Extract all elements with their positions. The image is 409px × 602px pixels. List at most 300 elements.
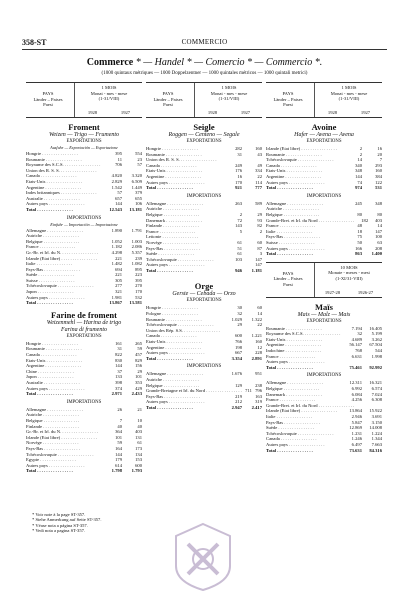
- country-name: Egypte . . . . . . . . . . . . . . . .: [26, 457, 76, 463]
- value-year-2: 589: [255, 200, 262, 206]
- value-year-2: 101: [135, 374, 142, 380]
- value-year-1: 711: [245, 388, 252, 394]
- country-name: Hongrie . . . . . . . . . . . . . . . .: [26, 340, 78, 346]
- country-name: Allemagne . . . . . . . . . . . . . . . .: [146, 371, 203, 377]
- total-row: [146, 185, 262, 191]
- value-year-2: 15.922: [369, 408, 382, 414]
- country-name: Autres pays . . . . . . . . . . . . . . . .: [26, 462, 85, 468]
- country-name: Total . . . . . . . . . . . . . . . .: [26, 391, 73, 397]
- value-year-1: 166: [355, 245, 362, 251]
- value-year-2: 160: [255, 146, 262, 151]
- value-year-2: 2: [259, 228, 262, 234]
- country-name: Tchécoslovaquie . . . . . . . . . . . . . . . .: [266, 157, 334, 163]
- value-year-2: 951: [255, 371, 262, 377]
- value-year-1: 37: [117, 368, 122, 374]
- value-year-1: 395: [115, 151, 122, 156]
- value-year-2: 22: [257, 322, 262, 328]
- value-year-2: 21: [137, 406, 142, 412]
- total-row: [146, 405, 262, 411]
- value-year-1: 12.543: [109, 206, 122, 212]
- value-year-2: 2.417: [251, 404, 262, 410]
- value-year-1: 31: [117, 346, 122, 352]
- country-name: Pays-Bas . . . . . . . . . . . . . . . .: [146, 393, 200, 399]
- value-year-2: 1.181: [251, 267, 262, 273]
- value-year-1: 1.246: [351, 436, 362, 442]
- value-year-1: 103: [235, 256, 242, 262]
- value-year-1: 14: [357, 157, 362, 163]
- country-name: Autres pays . . . . . . . . . . . . . . . .: [146, 350, 205, 356]
- value-year-2: 3.150: [371, 419, 382, 425]
- total-row: [26, 207, 142, 213]
- total-row: [146, 268, 262, 274]
- country-name: Australie . . . . . . . . . . . . . . . .: [26, 195, 80, 201]
- country-name: France . . . . . . . . . . . . . . . .: [266, 223, 316, 229]
- country-name: Pays-Bas . . . . . . . . . . . . . . . .: [26, 445, 80, 451]
- value-year-1: 667: [235, 350, 242, 356]
- value-year-1: 51: [237, 245, 242, 251]
- value-year-2: 60: [257, 305, 262, 311]
- total-row: [26, 300, 142, 306]
- value-year-2: 655: [135, 195, 142, 201]
- value-year-1: 1.676: [231, 371, 242, 377]
- value-year-2: 532: [135, 294, 142, 300]
- value-year-1: 282: [235, 146, 242, 151]
- value-year-2: 1.322: [251, 316, 262, 322]
- value-year-2: 57: [137, 162, 142, 168]
- value-year-1: 75: [357, 234, 362, 240]
- exports-table: [26, 151, 142, 213]
- country-name: Autriche . . . . . . . . . . . . . . . .: [26, 233, 79, 239]
- country-name: France . . . . . . . . . . . . . . . .: [26, 244, 76, 250]
- value-year-1: 133: [115, 374, 122, 380]
- value-year-2: 106: [135, 201, 142, 207]
- value-year-2: 170: [135, 289, 142, 295]
- value-year-2: 348: [375, 200, 382, 206]
- value-year-2: 777: [255, 185, 262, 191]
- value-year-1: 31: [237, 151, 242, 157]
- value-year-2: 554: [135, 151, 142, 156]
- country-name: Total . . . . . . . . . . . . . . . .: [26, 468, 73, 474]
- country-name: Roumanie . . . . . . . . . . . . . . . .: [146, 316, 202, 322]
- value-year-1: 13.867: [109, 300, 122, 306]
- header-rule: [22, 49, 387, 50]
- total-row: [266, 365, 382, 371]
- value-year-1: 144: [115, 201, 122, 207]
- value-year-1: 40: [117, 423, 122, 429]
- value-year-1: 830: [115, 357, 122, 363]
- value-year-1: 198: [235, 344, 242, 350]
- country-name: Australie . . . . . . . . . . . . . . . .: [26, 380, 80, 385]
- value-year-2: 208: [375, 245, 382, 251]
- country-name: Total . . . . . . . . . . . . . . . .: [146, 185, 193, 191]
- value-year-2: 6.308: [371, 397, 382, 403]
- value-year-1: 61: [237, 251, 242, 257]
- value-year-1: 219: [235, 393, 242, 399]
- value-year-2: 2.891: [251, 355, 262, 361]
- value-year-2: 829: [135, 357, 142, 363]
- value-year-2: 238: [255, 382, 262, 388]
- value-year-2: 1.449: [131, 184, 142, 190]
- country-name: Total . . . . . . . . . . . . . . . .: [26, 206, 73, 212]
- country-name: Autres pays . . . . . . . . . . . . . . . .: [26, 201, 85, 207]
- country-name: Pays-Bas . . . . . . . . . . . . . . . .: [266, 234, 320, 240]
- value-year-1: 57: [117, 190, 122, 196]
- value-year-1: 974: [355, 185, 362, 191]
- value-year-2: 1.400: [371, 251, 382, 257]
- value-year-1: 129: [235, 382, 242, 388]
- country-name: Italie . . . . . . . . . . . . . . . .: [266, 228, 313, 234]
- value-year-2: 87: [257, 245, 262, 251]
- country-name: Autres pays . . . . . . . . . . . . . . . .: [266, 245, 325, 251]
- imports-table: [266, 380, 382, 453]
- value-year-1: 144: [115, 363, 122, 369]
- value-year-2: 2.086: [131, 244, 142, 250]
- value-year-2: 131: [135, 434, 142, 440]
- section-title: COMMERCIO: [181, 38, 228, 46]
- section-heading: Avoine: [311, 122, 337, 132]
- value-year-1: 12.869: [349, 425, 362, 431]
- total-row: [146, 356, 262, 362]
- value-year-2: 67.504: [369, 342, 382, 348]
- value-year-1: 4.820: [111, 173, 122, 179]
- value-year-2: 147: [375, 228, 382, 234]
- section-heading: Farine de froment: [51, 309, 117, 320]
- value-year-2: 5.357: [131, 249, 142, 255]
- country-name: Grande-Bret. et Irl. du Nord . . . . . . . . . . . . . . . .: [266, 217, 355, 223]
- country-name: Danemark . . . . . . . . . . . . . . . .: [146, 217, 202, 223]
- value-year-1: 277: [115, 283, 122, 289]
- country-name: Union des R. S. S. . . . . . . . . . . . . . . . .: [146, 157, 217, 163]
- country-name: Japon . . . . . . . . . . . . . . . .: [26, 289, 74, 295]
- country-name: Autres pays . . . . . . . . . . . . . . . .: [146, 179, 205, 185]
- value-year-1: 164: [115, 445, 122, 451]
- value-year-2: 796: [255, 388, 262, 394]
- value-year-1: 863: [355, 251, 362, 257]
- value-year-2: 395: [135, 277, 142, 283]
- country-name: Roumanie . . . . . . . . . . . . . . . .: [266, 151, 322, 157]
- imports-table: [266, 201, 382, 257]
- total-row: [266, 185, 382, 191]
- country-name: Gr.-Br. et Irl. du N. . . . . . . . . . . . . . . . .: [26, 429, 98, 435]
- value-year-2: 163: [255, 393, 262, 399]
- value-year-2: 600: [135, 462, 142, 468]
- value-year-1: 212: [235, 399, 242, 405]
- value-year-2: 49: [257, 162, 262, 168]
- value-year-1: 364: [115, 429, 122, 435]
- value-year-2: 61: [137, 440, 142, 446]
- value-year-1: 822: [115, 352, 122, 358]
- value-year-1: 305: [115, 277, 122, 283]
- country-name: Autres pays . . . . . . . . . . . . . . . .: [26, 294, 85, 300]
- country-name: Canada . . . . . . . . . . . . . . . .: [266, 162, 317, 168]
- value-year-1: 26: [117, 406, 122, 412]
- country-name: Norvège . . . . . . . . . . . . . . . .: [146, 239, 199, 245]
- country-name: Belgique . . . . . . . . . . . . . . . .: [146, 382, 200, 388]
- value-year-2: 531: [375, 185, 382, 191]
- value-year-1: 657: [115, 195, 122, 201]
- value-year-2: 134: [135, 451, 142, 457]
- value-year-1: 73.631: [349, 447, 362, 453]
- value-year-1: 2.947: [231, 404, 242, 410]
- country-name: Hongrie . . . . . . . . . . . . . . . .: [146, 146, 198, 151]
- total-row: [266, 251, 382, 257]
- country-name: Autres pays . . . . . . . . . . . . . . . .: [266, 441, 325, 447]
- value-year-2: 80: [377, 211, 382, 217]
- value-year-1: 12.311: [349, 380, 362, 386]
- value-year-2: 40: [137, 423, 142, 429]
- country-name: Allemagne . . . . . . . . . . . . . . . .: [146, 200, 203, 206]
- value-year-1: 263: [235, 200, 242, 206]
- value-year-1: 1.052: [111, 238, 122, 244]
- value-year-1: 144: [355, 173, 362, 179]
- value-year-1: 1.029: [231, 316, 242, 322]
- value-year-1: 946: [235, 267, 242, 273]
- value-year-2: 153: [135, 457, 142, 463]
- value-year-1: 29: [237, 322, 242, 328]
- value-year-2: 93: [257, 217, 262, 223]
- country-name: Total . . . . . . . . . . . . . . . .: [266, 447, 313, 453]
- value-year-1: 321: [115, 289, 122, 295]
- country-name: Total . . . . . . . . . . . . . . . .: [146, 355, 193, 361]
- country-name: Hongrie . . . . . . . . . . . . . . . .: [26, 151, 78, 156]
- value-year-2: 43: [257, 151, 262, 157]
- value-year-1: 2: [359, 151, 362, 157]
- value-year-2: 319: [255, 399, 262, 405]
- country-name: Total . . . . . . . . . . . . . . . .: [146, 267, 193, 273]
- value-year-2: 265: [135, 340, 142, 346]
- country-name: Pays-Bas . . . . . . . . . . . . . . . .: [266, 419, 320, 425]
- value-year-1: 16: [237, 173, 242, 179]
- value-year-2: 270: [135, 283, 142, 289]
- country-name: Grande-Bretagne et Irl. du Nord . . . . . . . . . . . . . . . .: [146, 388, 242, 394]
- value-year-1: 245: [355, 200, 362, 206]
- country-name: Etats-Unis . . . . . . . . . . . . . . . .: [266, 168, 323, 174]
- value-year-1: 32: [357, 331, 362, 337]
- value-year-1: 7: [119, 417, 122, 423]
- value-year-1: 48: [357, 223, 362, 229]
- value-year-1: 74: [357, 179, 362, 185]
- value-year-1: 600: [235, 333, 242, 339]
- country-name: Belgique . . . . . . . . . . . . . . . .: [26, 417, 80, 423]
- country-name: Irlande (Etat libre) . . . . . . . . . . . . . . . .: [26, 255, 97, 261]
- document-title: Commerce * — Handel * — Comercio * — Commercio *.: [86, 57, 323, 68]
- value-year-2: 353: [135, 380, 142, 385]
- country-name: Autriche . . . . . . . . . . . . . . . .: [146, 206, 199, 212]
- value-year-2: 122: [375, 179, 382, 185]
- value-year-2: 429: [135, 385, 142, 391]
- value-year-2: 147: [255, 256, 262, 262]
- country-name: Argentine . . . . . . . . . . . . . . . .: [266, 342, 322, 348]
- value-year-1: 221: [115, 272, 122, 278]
- exports-table: [266, 326, 382, 371]
- value-year-2: 23: [137, 156, 142, 162]
- value-year-1: 4.298: [111, 249, 122, 255]
- value-year-1: 706: [115, 162, 122, 168]
- country-name: Allemagne . . . . . . . . . . . . . . . .: [26, 406, 83, 412]
- value-year-2: 14.008: [369, 425, 382, 431]
- country-name: Autres pays . . . . . . . . . . . . . . . .: [266, 179, 325, 185]
- value-year-1: 7.194: [351, 325, 362, 331]
- value-year-1: 56.147: [349, 342, 362, 348]
- period-header: PAYS Länder – Paises Paesi 1 MOIS Monat - mes - mese (1-31/VIII) 1928 1927: [146, 82, 262, 118]
- value-year-2: 14: [377, 223, 382, 229]
- country-name: Belgique . . . . . . . . . . . . . . . .: [146, 211, 200, 217]
- value-year-1: 59: [117, 440, 122, 446]
- value-year-2: 147: [255, 262, 262, 268]
- country-name: Japon . . . . . . . . . . . . . . . .: [26, 374, 74, 380]
- value-year-1: 61: [237, 239, 242, 245]
- country-name: Belgique . . . . . . . . . . . . . . . .: [266, 211, 320, 217]
- value-year-1: 6.084: [351, 391, 362, 397]
- value-year-2: 403: [375, 217, 382, 223]
- value-year-2: 1.998: [371, 353, 382, 359]
- value-year-1: 2: [359, 146, 362, 151]
- value-year-1: 2.829: [111, 178, 122, 184]
- country-name: Argentine . . . . . . . . . . . . . . . .: [146, 344, 202, 350]
- value-year-2: 82: [257, 223, 262, 229]
- total-row: [26, 391, 142, 397]
- section-heading: Froment: [68, 122, 100, 132]
- page-number: 358-ST: [22, 38, 47, 47]
- value-year-2: 3: [259, 251, 262, 257]
- country-name: Canada . . . . . . . . . . . . . . . .: [266, 436, 317, 442]
- country-name: Etats-Unis . . . . . . . . . . . . . . . .: [146, 339, 203, 345]
- total-row: [26, 468, 142, 474]
- country-name: Chine . . . . . . . . . . . . . . . .: [26, 368, 74, 374]
- value-year-1: 1.542: [111, 184, 122, 190]
- value-year-1: 179: [115, 457, 122, 463]
- value-year-2: 5.199: [371, 331, 382, 337]
- country-name: Argentine . . . . . . . . . . . . . . . .: [146, 173, 202, 179]
- value-year-1: 6.631: [351, 353, 362, 359]
- value-year-1: 4.689: [351, 336, 362, 342]
- value-year-1: 6.992: [351, 386, 362, 392]
- period-header-10-months: PAYS Länder – Paises Paesi 10 MOIS Monate - meses - mesi (1-XI/31-VIII) 1927-28 1926-27: [266, 262, 382, 298]
- value-year-1: 3.354: [231, 355, 242, 361]
- froment-section: Froment Weizen — Trigo — Frumento EXPORTATIONS Ausfuhr — Exportación — Esportazione Hongrie . . . . . . . . . . . . . . . . 395 554 Roumanie . . . . . . . . . . . . . . . . 11 23 Royaume des S.C.S. . . . . . . . . . . . . . . . . 706 57 Union des R. S. S. . . . . . . . . . . . . . . . . Canada . . . . . . . . . . . . . . . . 4.820 3.320 Etats-Unis . . . . . . . . . . . . . . . . 2.829 6.509 Argentine . . . . . . . . . . . . . . . . 1.542 1.449 Indes britanniques . . . . . . . . . . . . . . . . 57 379 Australie . . . . . . . . . . . . . . . . 657 655 Autres pays . . . . . . . . . . . . . . . . 144 106 Total . . . . . . . . . . . . . . . . 12.543 13.181 IMPORTATIONS Einfuhr — Importación — Importazione Allemagne . . . . . . . . . . . . . . . . 1.890 1.791 Autriche . . . . . . . . . . . . . . . . Belgique . . . . . . . . . . . . . . . . 1.052 1.003 France . . . . . . . . . . . . . . . . 1.182 2.086 Gr.-Br. et Irl. du N. . . . . . . . . . . . . . . . . 4.298 5.357 Irlande (Etat libre) . . . . . . . . . . . . . . . . 221 239 Italie . . . . . . . . . . . . . . . . 1.482 1.082 Pays-Bas . . . . . . . . . . . . . . . . 694 895 Suède . . . . . . . . . . . . . . . . 221 223 Suisse . . . . . . . . . . . . . . . . 305 395 Tchécoslovaquie . . . . . . . . . . . . . . . . 277 270 Japon . . . . . . . . . . . . . . . . 321 170 Autres pays . . . . . . . . . . . . . . . . 1.981 532 Total . . . . . . . . . . . . . . . . 13.867 13.581: [26, 122, 142, 306]
- value-year-1: 2.946: [351, 414, 362, 419]
- country-name: Finlande . . . . . . . . . . . . . . . .: [146, 223, 199, 229]
- country-name: Tchécoslovaquie . . . . . . . . . . . . . . . .: [146, 256, 214, 262]
- country-name: Autres pays . . . . . . . . . . . . . . . .: [26, 385, 85, 391]
- country-name: Allemagne . . . . . . . . . . . . . . . .: [266, 200, 323, 206]
- value-year-1: 1.482: [111, 261, 122, 267]
- country-name: Total . . . . . . . . . . . . . . . .: [266, 185, 313, 191]
- country-name: Etats-Unis . . . . . . . . . . . . . . . .: [26, 178, 83, 184]
- country-name: Belgique . . . . . . . . . . . . . . . .: [266, 386, 320, 392]
- value-year-2: 7: [379, 157, 382, 163]
- value-year-1: 13.864: [349, 408, 362, 414]
- exports-table: [266, 146, 382, 191]
- country-name: Total . . . . . . . . . . . . . . . .: [266, 364, 313, 370]
- value-year-1: 101: [115, 434, 122, 440]
- value-year-1: 766: [235, 339, 242, 345]
- value-year-2: 895: [135, 266, 142, 272]
- country-name: Indes britanniques . . . . . . . . . . . . . . . .: [26, 190, 97, 196]
- value-year-1: 1.981: [111, 294, 122, 300]
- value-year-1: 614: [115, 462, 122, 468]
- value-year-1: 161: [115, 340, 122, 346]
- value-year-2: 22: [257, 173, 262, 179]
- country-name: Roumanie . . . . . . . . . . . . . . . .: [266, 325, 322, 331]
- value-year-2: 457: [135, 352, 142, 358]
- value-year-2: 239: [135, 255, 142, 261]
- country-name: Danemark . . . . . . . . . . . . . . . .: [266, 391, 322, 397]
- value-year-1: 32: [237, 311, 242, 317]
- value-year-2: 16: [377, 146, 382, 151]
- value-year-2: 403: [135, 429, 142, 435]
- value-year-1: 2.971: [111, 391, 122, 397]
- value-year-2: 3.320: [131, 173, 142, 179]
- country-name: Canada . . . . . . . . . . . . . . . .: [146, 333, 197, 339]
- value-year-2: 59: [137, 346, 142, 352]
- country-name: Argentine . . . . . . . . . . . . . . . .: [266, 173, 322, 179]
- value-year-1: 5.847: [351, 419, 362, 425]
- value-year-1: 374: [115, 385, 122, 391]
- value-year-2: 384: [375, 173, 382, 179]
- value-year-2: 14: [257, 311, 262, 317]
- column-3: [266, 82, 382, 453]
- country-name: France . . . . . . . . . . . . . . . .: [146, 228, 196, 234]
- value-year-2: 13.181: [129, 206, 142, 212]
- country-name: Tchécoslovaquie . . . . . . . . . . . . . . . .: [26, 451, 94, 457]
- value-year-1: 170: [235, 179, 242, 185]
- total-row: [266, 448, 382, 454]
- country-name: Royaume des S.C.S. . . . . . . . . . . . . . . . .: [26, 162, 101, 168]
- country-name: France . . . . . . . . . . . . . . . .: [266, 397, 316, 403]
- value-year-1: 1.231: [351, 430, 362, 436]
- value-year-2: 1.344: [371, 436, 382, 442]
- period-header: PAYS Länder – Paises Paesi 1 MOIS Monat - mes - mese (1-31/VIII) 1928 1927: [266, 82, 382, 118]
- section-heading: Maïs: [315, 301, 333, 312]
- value-year-2: 12: [257, 344, 262, 350]
- value-year-2: 228: [255, 350, 262, 356]
- value-year-1: 176: [235, 168, 242, 174]
- value-year-1: 921: [235, 185, 242, 191]
- period-header: PAYS Länder – Paises Paesi 1 MOIS Monat - mes - mese (1-31/VIII) 1928 1927: [26, 82, 142, 118]
- value-year-2: 1.221: [251, 333, 262, 339]
- country-name: Canada . . . . . . . . . . . . . . . .: [26, 173, 77, 179]
- value-year-2: 29: [257, 211, 262, 217]
- country-name: Autres pays . . . . . . . . . . . . . . . .: [266, 359, 325, 365]
- value-year-2: 13.581: [129, 300, 142, 306]
- value-year-2: 334: [255, 168, 262, 174]
- mais-section: Maïs Mais — Malz — Mais EXPORTATIONS Roumanie . . . . . . . . . . . . . . . . 7.194 16.405 Royaume des S.C.S. . . . . . . . . . . . . . . . . 32 5.199 Etats-Unis . . . . . . . . . . . . . . . . 4.689 3.262 Argentine . . . . . . . . . . . . . . . . 56.147 67.504 Indochine . . . . . . . . . . . . . . . . 768 544 France . . . . . . . . . . . . . . . . 6.631 1.998 Autres pays . . . . . . . . . . . . . . . . Total . . . . . . . . . . . . . . . . 75.461 92.992 IMPORTATIONS Allemagne . . . . . . . . . . . . . . . . 12.311 16.321 Belgique . . . . . . . . . . . . . . . . 6.992 6.574 Danemark . . . . . . . . . . . . . . . . 6.084 7.024 France . . . . . . . . . . . . . . . . 4.256 6.308 Grande-Bret. et Irl. du Nord . . . . . . . . . . . . . . . . Irlande (Etat libre) . . . . . . . . . . . . . . . . 13.864 15.922 Italie . . . . . . . . . . . . . . . . 2.946 3.691 Pays-Bas . . . . . . . . . . . . . . . . 5.847 3.150 Suède . . . . . . . . . . . . . . . . 12.869 14.008 Tchécoslovaquie . . . . . . . . . . . . . . . . 1.231 1.224 Canada . . . . . . . . . . . . . . . . 1.246 1.344 Autres pays . . . . . . . . . . . . . . . . 6.497 7.663 Total . . . . . . . . . . . . . . . . 73.631 84.316: [266, 301, 382, 453]
- value-year-1: 30: [237, 305, 242, 311]
- value-year-1: 1.890: [111, 227, 122, 233]
- value-year-2: 92.992: [369, 364, 382, 370]
- value-year-1: 75.461: [349, 364, 362, 370]
- country-name: Etats-Unis . . . . . . . . . . . . . . . .: [146, 168, 203, 174]
- country-name: Total . . . . . . . . . . . . . . . .: [26, 300, 73, 306]
- country-name: Roumanie . . . . . . . . . . . . . . . .: [146, 151, 202, 157]
- country-name: Italie . . . . . . . . . . . . . . . .: [26, 261, 73, 267]
- value-year-2: 223: [135, 272, 142, 278]
- country-name: Royaume des S.C.S. . . . . . . . . . . . . . . . .: [266, 331, 341, 337]
- imports-table: [146, 371, 262, 410]
- library-stamp-watermark: [168, 520, 238, 592]
- value-year-2: 16.405: [369, 325, 382, 331]
- value-year-2: 293: [375, 162, 382, 168]
- country-name: France . . . . . . . . . . . . . . . .: [266, 353, 316, 359]
- country-name: Total . . . . . . . . . . . . . . . .: [266, 251, 313, 257]
- country-name: Roumanie . . . . . . . . . . . . . . . .: [26, 346, 82, 352]
- seigle-section: Seigle Roggen — Centeno — Segale EXPORTATIONS Hongrie . . . . . . . . . . . . . . . . 282 160 Roumanie . . . . . . . . . . . . . . . . 31 43 Union des R. S. S. . . . . . . . . . . . . . . . . Canada . . . . . . . . . . . . . . . . 249 49 Etats-Unis . . . . . . . . . . . . . . . . 176 334 Argentine . . . . . . . . . . . . . . . . 16 22 Autres pays . . . . . . . . . . . . . . . . 170 114 Total . . . . . . . . . . . . . . . . 921 777 IMPORTATIONS Allemagne . . . . . . . . . . . . . . . . 263 589 Autriche . . . . . . . . . . . . . . . . Belgique . . . . . . . . . . . . . . . . 2 29 Danemark . . . . . . . . . . . . . . . . 72 93 Finlande . . . . . . . . . . . . . . . . 143 82 France . . . . . . . . . . . . . . . . 5 2 Lettonie . . . . . . . . . . . . . . . . Norvège . . . . . . . . . . . . . . . . 61 60 Pays-Bas . . . . . . . . . . . . . . . . 51 87 Suède . . . . . . . . . . . . . . . . 61 3 Tchécoslovaquie . . . . . . . . . . . . . . . . 103 147 Autres pays . . . . . . . . . . . . . . . . 147 Total . . . . . . . . . . . . . . . . 946 1.181: [146, 122, 262, 273]
- country-name: Irlande (Etat libre) . . . . . . . . . . . . . . . .: [266, 146, 337, 151]
- value-year-2: 1.082: [131, 261, 142, 267]
- country-name: Tchécoslovaquie . . . . . . . . . . . . . . . .: [146, 322, 214, 328]
- country-name: Allemagne . . . . . . . . . . . . . . . .: [266, 380, 323, 386]
